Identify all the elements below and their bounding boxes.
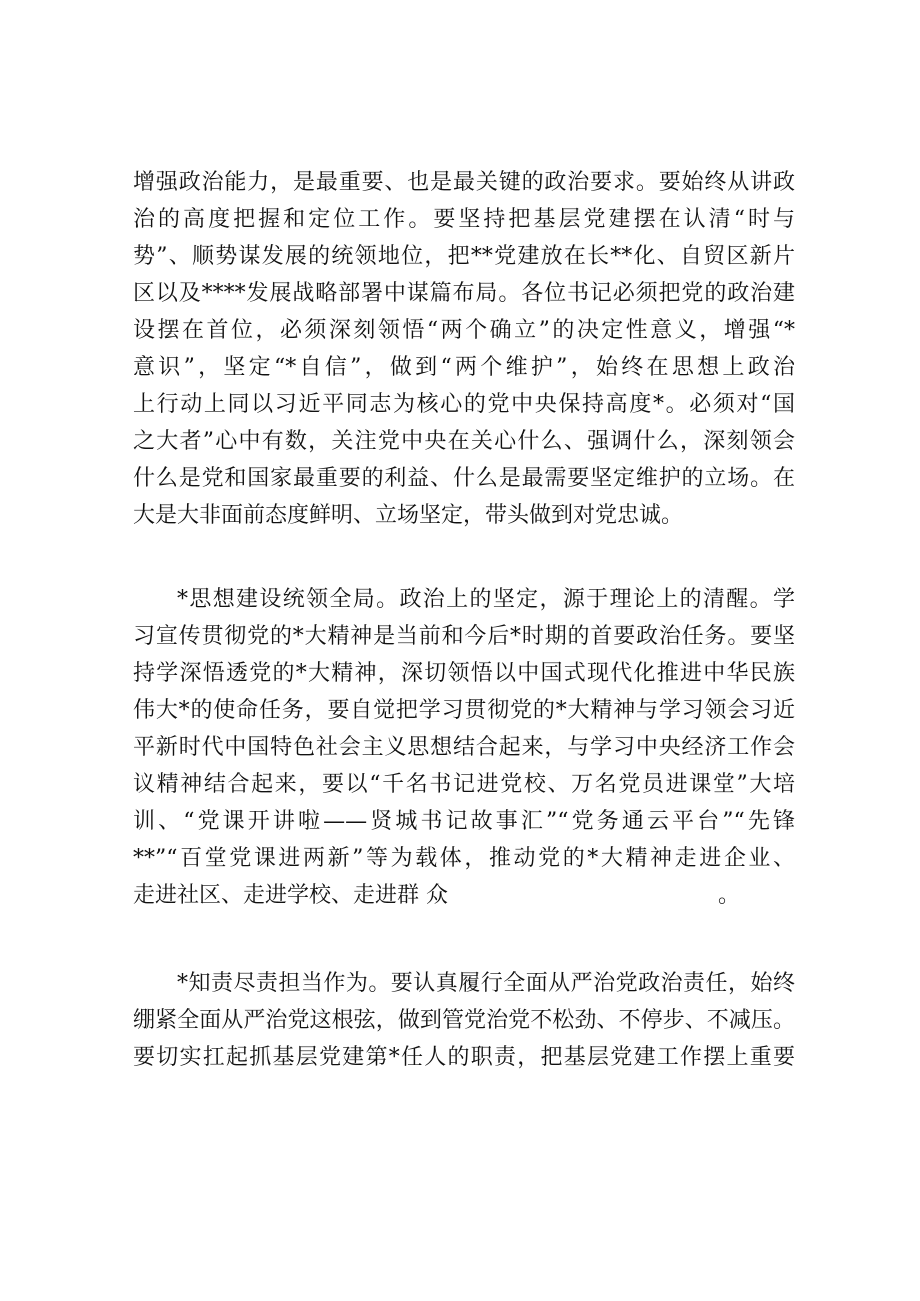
- text-line: 治的高度把握和定位工作。要坚持把基层党建摆在认清“时与: [133, 207, 795, 232]
- paragraph-responsibility: [133, 965, 795, 1076]
- text-line: 上行动上同以习近平同志为核心的党中央保持高度*。必须对“国: [133, 392, 795, 417]
- text-line: 训、“党课开讲啦——贤城书记故事汇”“党务通云平台”“先锋: [133, 809, 795, 834]
- text-line: 议精神结合起来，要以“千名书记进党校、万名党员进课堂”大培: [133, 772, 795, 797]
- text-line: 势”、顺势谋发展的统领地位，把**党建放在长**化、自贸区新片: [133, 244, 795, 269]
- paragraph-ideological-building: [133, 581, 795, 914]
- text-line: 意识”，坚定“*自信”，做到“两个维护”，始终在思想上政治: [133, 355, 795, 380]
- text-fragment: 走进社区、走进学校、走进群 众: [133, 883, 448, 908]
- text-line: [133, 877, 795, 914]
- text-line: 之大者”心中有数，关注党中央在关心什么、强调什么，深刻领会: [133, 429, 795, 454]
- text-line: 设摆在首位，必须深刻领悟“两个确立”的决定性意义，增强“*: [133, 318, 795, 343]
- text-line: 什么是党和国家最重要的利益、什么是最需要坚定维护的立场。在: [133, 466, 795, 491]
- paragraph-political-capacity: [133, 164, 795, 534]
- text-line: 平新时代中国特色社会主义思想结合起来，与学习中央经济工作会: [133, 735, 795, 760]
- text-line: **”“百堂党课进两新”等为载体，推动党的*大精神走进企业、: [133, 846, 795, 871]
- text-line: 增强政治能力，是最重要、也是最关键的政治要求。要始终从讲政: [133, 170, 795, 195]
- text-line: 绷紧全面从严治党这根弦，做到管党治党不松劲、不停步、不减压。: [133, 1008, 795, 1033]
- text-line: 习宣传贯彻党的*大精神是当前和今后*时期的首要政治任务。要坚: [133, 624, 795, 649]
- text-line: 持学深悟透党的*大精神，深切领悟以中国式现代化推进中华民族: [133, 661, 795, 686]
- text-line: 伟大*的使命任务，要自觉把学习贯彻党的*大精神与学习领会习近: [133, 698, 795, 723]
- text-fragment: 。: [718, 883, 741, 908]
- text-line: *知责尽责担当作为。要认真履行全面从严治党政治责任，始终: [177, 971, 795, 996]
- text-line: *思想建设统领全局。政治上的坚定，源于理论上的清醒。学: [177, 587, 795, 612]
- text-line: 区以及****发展战略部署中谋篇布局。各位书记必须把党的政治建: [133, 281, 795, 306]
- text-line: 要切实扛起抓基层党建第*任人的职责，把基层党建工作摆上重要: [133, 1045, 795, 1070]
- text-line: 大是大非面前态度鲜明、立场坚定，带头做到对党忠诚。: [133, 503, 684, 528]
